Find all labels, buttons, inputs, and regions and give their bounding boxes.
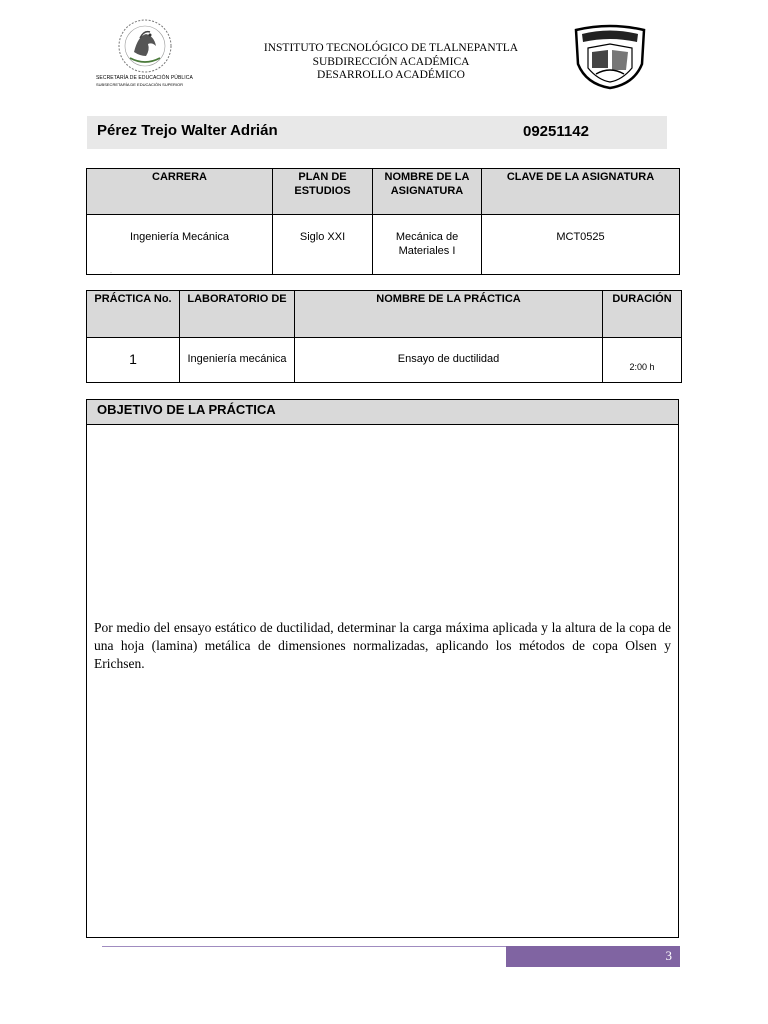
- header-nombre-asignatura: NOMBRE DE LA ASIGNATURA: [373, 169, 482, 215]
- header-duracion: DURACIÓN: [603, 291, 682, 338]
- page-number: 3: [665, 948, 672, 963]
- header-practica-no: PRÁCTICA No.: [87, 291, 180, 338]
- page-number-bar: [506, 946, 680, 967]
- student-name: Pérez Trejo Walter Adrián: [97, 122, 278, 139]
- objective-header: [87, 400, 678, 425]
- header-clave-asignatura: CLAVE DE LA ASIGNATURA: [482, 169, 680, 215]
- agency-subname: SUBSECRETARÍA DE EDUCACIÓN SUPERIOR: [96, 82, 184, 87]
- control-number: 09251142: [523, 123, 589, 140]
- value-clave-asignatura: MCT0525: [482, 215, 680, 275]
- objective-heading: OBJETIVO DE LA PRÁCTICA: [97, 402, 276, 417]
- value-laboratorio: Ingeniería mecánica: [180, 338, 295, 383]
- objective-section: [86, 399, 679, 938]
- value-carrera: Ingeniería Mecánica: [87, 215, 273, 275]
- institute-name: INSTITUTO TECNOLÓGICO DE TLALNEPANTLA: [263, 42, 519, 54]
- header-carrera: CARRERA: [87, 169, 273, 215]
- student-info-bar: [87, 116, 667, 149]
- value-practica-no: 1: [87, 338, 180, 383]
- sep-logo: [96, 18, 196, 90]
- institute-shield-icon: [572, 24, 648, 90]
- practice-info-table: [86, 290, 682, 383]
- agency-name: SECRETARÍA DE EDUCACIÓN PÚBLICA: [96, 75, 193, 81]
- value-nombre-asignatura: Mecánica de Materiales I: [373, 215, 482, 275]
- stray-mark: ·: [110, 270, 112, 276]
- objective-text: Por medio del ensayo estático de ductilidad, determinar la carga máxima aplicada y la altura de la copa de una hoja (lamina) metálica de dimensiones normalizadas, aplicando los métodos de copa Olsen y Erichsen.: [94, 620, 671, 671]
- course-info-table: [86, 168, 680, 275]
- department-name: DESARROLLO ACADÉMICO: [317, 69, 465, 81]
- institute-header: [220, 42, 562, 83]
- subdirection-name: SUBDIRECCIÓN ACADÉMICA: [312, 55, 470, 68]
- value-plan-estudios: Siglo XXI: [273, 215, 373, 275]
- value-duracion: 2:00 h: [603, 338, 682, 383]
- header-plan-estudios: PLAN DE ESTUDIOS: [273, 169, 373, 215]
- header-nombre-practica: NOMBRE DE LA PRÁCTICA: [295, 291, 603, 338]
- mexican-eagle-seal-icon: [116, 18, 174, 74]
- value-nombre-practica: Ensayo de ductilidad: [295, 338, 603, 383]
- header-laboratorio: LABORATORIO DE: [180, 291, 295, 338]
